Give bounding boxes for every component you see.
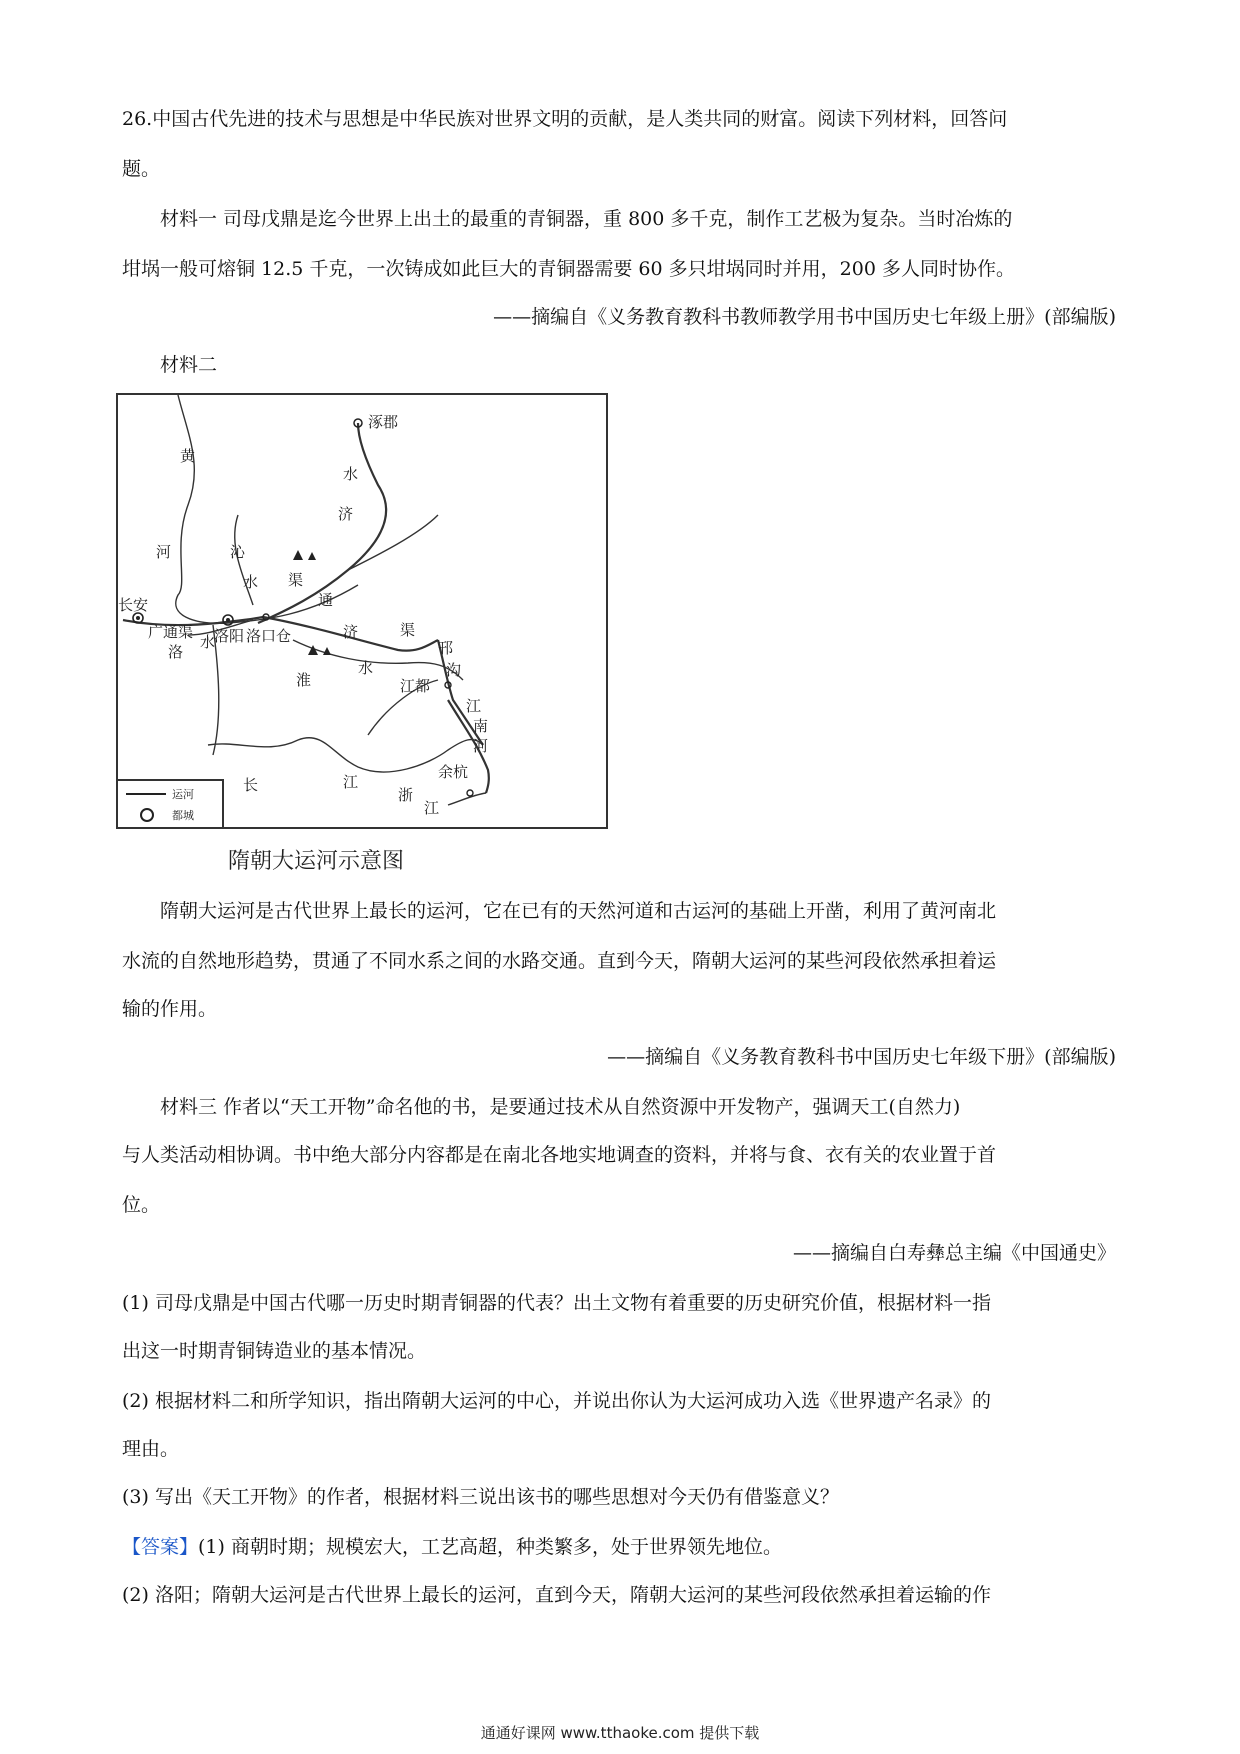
label-zhe: 浙 (398, 786, 414, 804)
label-guangtongqu: 广通渠 (148, 623, 194, 641)
material1-line2: 坩埚一般可熔铜 12.5 千克，一次铸成如此巨大的青铜器需要 60 多只坩埚同时并用，200 多人同时协作。 (122, 258, 1015, 280)
legend-capital-swatch (140, 808, 154, 822)
material2-para2: 水流的自然地形趋势，贯通了不同水系之间的水路交通。直到今天，隋朝大运河的某些河段依然承担着运 (122, 950, 997, 972)
material1-line1: 材料一 司母戊鼎是迄今世界上出土的最重的青铜器，重 800 多千克，制作工艺极为复杂。当时冶炼的 (160, 208, 1013, 230)
label-huai-shui: 水 (358, 659, 374, 677)
yellow-river (176, 395, 358, 623)
answer-line1 (122, 1534, 1240, 1560)
label-luokoucang: 洛口仓 (246, 627, 292, 645)
answer-1: (1) 商朝时期；规模宏大，工艺高超，种类繁多，处于世界领先地位。 (198, 1536, 782, 1558)
granary-icon-north (293, 550, 316, 560)
answer-2: (2) 洛阳；隋朝大运河是古代世界上最长的运河，直到今天，隋朝大运河的某些河段依然承担着运输的作 (122, 1584, 991, 1606)
question2-line2: 理由。 (122, 1438, 180, 1460)
material1-source: ——摘编自《义务教育教科书教师教学用书中国历史七年级上册》(部编版) (493, 306, 1116, 328)
label-jiang: 江 (343, 773, 359, 791)
label-qin: 沁 (230, 543, 246, 561)
city-markers (133, 419, 473, 796)
label-yongji-shui: 水 (343, 465, 359, 483)
label-luo: 洛 (168, 643, 184, 661)
label-jiangdu: 江都 (400, 677, 431, 695)
question3-line1: (3) 写出《天工开物》的作者，根据材料三说出该书的哪些思想对今天仍有借鉴意义？ (122, 1486, 839, 1508)
label-nan: 南 (473, 717, 489, 735)
material3-line3: 位。 (122, 1194, 161, 1216)
question-intro-line2: 题。 (122, 158, 161, 180)
label-tongji-ji: 济 (343, 623, 359, 641)
material2-para1: 隋朝大运河是古代世界上最长的运河，它在已有的天然河道和古运河的基础上开凿，利用了黄河南北 (160, 900, 997, 922)
material3-line1: 材料三 作者以“天工开物”命名他的书，是要通过技术从自然资源中开发物产，强调天工(自然力) (160, 1096, 961, 1118)
label-huai: 淮 (296, 671, 312, 689)
legend-canal-swatch (126, 793, 166, 795)
page-footer: 通通好课网 www.tthaoke.com 提供下载 (480, 1724, 760, 1742)
map-drawing (118, 395, 606, 827)
question1-line2: 出这一时期青铜铸造业的基本情况。 (122, 1340, 427, 1362)
grand-canal-map (116, 393, 608, 829)
material3-source: ——摘编自白寿彝总主编《中国通史》 (792, 1242, 1116, 1264)
label-gou: 沟 (446, 661, 462, 679)
label-huang: 黄 (180, 447, 196, 465)
legend-canal-label: 运河 (172, 788, 194, 801)
label-zhuojun: 涿郡 (368, 413, 399, 431)
question-intro-line1: 26.中国古代先进的技术与思想是中华民族对世界文明的贡献，是人类共同的财富。阅读下列材料，回答问 (122, 108, 1008, 130)
label-yongji-ji: 济 (338, 505, 354, 523)
legend-capital-label: 都城 (172, 809, 194, 822)
yuhang-marker (467, 790, 473, 796)
label-changan: 长安 (118, 596, 149, 614)
material2-para3: 输的作用。 (122, 998, 218, 1020)
label-qin-shui: 水 (243, 573, 259, 591)
changan-marker-dot (136, 616, 140, 620)
label-zhe-jiang: 江 (424, 799, 440, 817)
label-jiang-nan: 江 (466, 697, 482, 715)
material3-line2: 与人类活动相协调。书中绝大部分内容都是在南北各地实地调查的资料，并将与食、衣有关的农业置于首 (122, 1144, 997, 1166)
label-qu1: 渠 (288, 571, 304, 589)
label-he1: 河 (156, 543, 172, 561)
label-tongji-qu: 渠 (400, 621, 416, 639)
answer-tag: 【答案】 (122, 1536, 199, 1558)
label-yuhang: 余杭 (438, 763, 469, 781)
label-he2: 河 (473, 737, 489, 755)
material2-label: 材料二 (160, 354, 218, 376)
material2-source: ——摘编自《义务教育教科书中国历史七年级下册》(部编版) (607, 1046, 1116, 1068)
label-han: 邗 (438, 639, 454, 657)
map-legend (118, 779, 224, 827)
label-tong: 通 (318, 591, 334, 609)
question2-line1: (2) 根据材料二和所学知识，指出隋朝大运河的中心，并说出你认为大运河成功入选《世界遗产名录》的 (122, 1390, 991, 1412)
map-caption: 隋朝大运河示意图 (227, 849, 404, 874)
luoyang-marker-dot (226, 618, 230, 622)
question1-line1: (1) 司母戊鼎是中国古代哪一历史时期青铜器的代表？出土文物有着重要的历史研究价值，根据材料一指 (122, 1292, 991, 1314)
label-luo-shui: 水 (200, 633, 216, 651)
yongji-branch (348, 515, 438, 570)
label-chang: 长 (243, 776, 259, 794)
label-luoyang: 洛阳 (214, 627, 245, 645)
granary-icon-south (308, 645, 331, 655)
